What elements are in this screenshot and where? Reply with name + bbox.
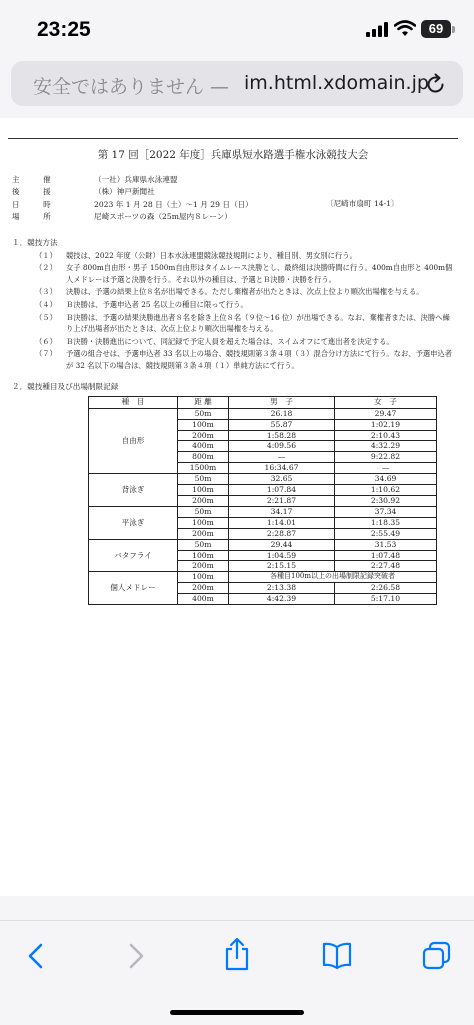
distance-cell: 200m [178, 583, 229, 594]
book-icon[interactable] [321, 941, 353, 969]
distance-cell: 50m [178, 506, 229, 517]
women-time-cell: 37.34 [335, 506, 437, 517]
men-time-cell: 16:34.67 [229, 463, 335, 474]
event-name-cell: 背泳ぎ [89, 474, 178, 507]
women-time-cell: 34.69 [335, 474, 437, 485]
col-header-distance: 距 離 [178, 396, 229, 408]
tabs-icon[interactable] [422, 941, 452, 971]
rule-item: （１） 競技は、2022 年度（公財）日本水泳連盟競泳競技規則により、種目別、男女別に行う。 [35, 250, 357, 260]
men-time-cell: 1:58.28 [229, 430, 335, 441]
women-time-cell: 31.53 [335, 539, 437, 550]
men-time-cell: 26.18 [229, 408, 335, 419]
event-info [8, 174, 458, 223]
women-time-cell: 2:30.92 [335, 495, 437, 506]
table-body [89, 408, 437, 604]
url-host: im.html.xdomain.jp [244, 72, 429, 94]
distance-cell: 200m [178, 430, 229, 441]
rule-item: （２） 女子 800m自由形・男子 1500m自由形はタイムレース決勝とし、最終組は決勝時間に行う。400m自由形と 400m個人メドレーは予選と決勝を行う。それ以外の種目は、予選とＢ決勝・決勝を行う。 [35, 263, 453, 284]
men-time-cell: 55.87 [229, 419, 335, 430]
men-time-cell: 1:07.84 [229, 485, 335, 496]
rule-item: （６） Ｂ決勝・決勝進出について、同記録で予定人員を超えた場合は、スイムオフにて進出者を決定する。 [35, 336, 394, 346]
url-security-warning: 安全ではありません — [33, 76, 230, 98]
battery-icon: 69 [421, 20, 451, 38]
table-row [89, 506, 437, 517]
web-page-content [0, 118, 474, 896]
event-name-cell: 平泳ぎ [89, 506, 178, 539]
event-name-cell: バタフライ [89, 539, 178, 572]
distance-cell: 400m [178, 441, 229, 452]
document [8, 138, 458, 605]
reload-icon[interactable] [426, 73, 446, 95]
women-time-cell: 29.47 [335, 408, 437, 419]
section-heading: ２．競技種目及び出場制限記録 [12, 381, 119, 391]
women-time-cell: 9:22.82 [335, 452, 437, 463]
distance-cell: 100m [178, 485, 229, 496]
table-header-row [89, 396, 437, 408]
wifi-icon [394, 20, 416, 37]
col-header-event: 種 目 [89, 396, 178, 408]
table-row [89, 572, 437, 583]
women-time-cell: 2:10.43 [335, 430, 437, 441]
table-row [89, 474, 437, 485]
back-icon[interactable] [25, 941, 47, 971]
col-header-women: 女 子 [335, 396, 437, 408]
men-time-cell: 1:04.59 [229, 550, 335, 561]
battery-tip [452, 26, 455, 33]
info-row: 主 催 （一社）兵庫県水泳連盟 [12, 175, 178, 184]
distance-cell: 200m [178, 495, 229, 506]
col-header-men: 男 子 [229, 396, 335, 408]
status-time: 23:25 [37, 18, 91, 41]
men-time-cell: 29.44 [229, 539, 335, 550]
men-time-cell: 2:15.15 [229, 561, 335, 572]
women-time-cell: 1:02.19 [335, 419, 437, 430]
event-name-cell: 個人メドレー [89, 572, 178, 605]
women-time-cell: 1:18.35 [335, 517, 437, 528]
table-row [89, 408, 437, 419]
combined-note-cell: 各種目100m以上の出場制限記録突破者 [229, 572, 437, 583]
rule-item: （４） Ｂ決勝は、予選申込者 25 名以上の種目に限って行う。 [35, 300, 248, 309]
women-time-cell: 2:55.49 [335, 528, 437, 539]
distance-cell: 100m [178, 419, 229, 430]
info-row: 後 援 （株）神戸新聞社 [12, 187, 155, 197]
top-rule [8, 138, 458, 139]
info-row: 場 所 尼崎スポーツの森（25m屋内８レーン） [12, 211, 232, 221]
cellular-signal-icon [366, 22, 388, 37]
women-time-cell: 5:17.10 [335, 594, 437, 605]
venue-address: 〔尼崎市扇町 14-1〕 [326, 199, 399, 208]
rule-item: （５） Ｂ決勝は、予選の結果決勝進出者８名を除き上位８名（９位～16 位）が出場できる。なお、棄権者または、決勝へ繰り上げ出場者が出たときは、次点上位より順次出場権を与える。 [35, 312, 450, 333]
distance-cell: 200m [178, 528, 229, 539]
distance-cell: 100m [178, 572, 229, 583]
info-row: 日 時 2023 年 1 月 28 日（土）～1 月 29 日（日） [12, 199, 253, 209]
men-time-cell: — [229, 452, 335, 463]
men-time-cell: 32.65 [229, 474, 335, 485]
distance-cell: 1500m [178, 463, 229, 474]
women-time-cell: 4:32.29 [335, 441, 437, 452]
distance-cell: 50m [178, 474, 229, 485]
rule-item: （７） 予選の組合せは、予選申込者 33 名以上の場合、競技規則第３条４項（３）混合分け方法にて行う。なお、予選申込者が 32 名以下の場合は、競技規則第３条４項（１）単純方法にて行う。 [35, 349, 453, 370]
address-bar[interactable] [11, 61, 463, 106]
men-time-cell: 2:21.87 [229, 495, 335, 506]
women-time-cell: 2:27.48 [335, 561, 437, 572]
status-bar [0, 0, 474, 58]
distance-cell: 400m [178, 594, 229, 605]
women-time-cell: — [335, 463, 437, 474]
men-time-cell: 4:09.56 [229, 441, 335, 452]
distance-cell: 100m [178, 550, 229, 561]
share-icon[interactable] [222, 937, 252, 971]
event-name-cell: 自由形 [89, 408, 178, 473]
men-time-cell: 1:14.01 [229, 517, 335, 528]
home-indicator [170, 1010, 304, 1015]
table-row [89, 539, 437, 550]
rule-item: （３） 決勝は、予選の結果上位８名が出場できる。ただし棄権者が出たときは、次点上位より順次出場権を与える。 [35, 287, 424, 297]
forward-icon[interactable] [125, 941, 147, 971]
distance-cell: 100m [178, 517, 229, 528]
distance-cell: 50m [178, 408, 229, 419]
men-time-cell: 2:13.38 [229, 583, 335, 594]
qualifying-times-table [88, 396, 437, 605]
women-time-cell: 1:10.62 [335, 485, 437, 496]
section-heading: １．競技方法 [12, 238, 58, 248]
women-time-cell: 2:26.58 [335, 583, 437, 594]
men-time-cell: 4:42.39 [229, 594, 335, 605]
men-time-cell: 34.17 [229, 506, 335, 517]
page-title: 第 17 回［2022 年度］兵庫県短水路選手権水泳競技大会 [97, 149, 369, 161]
women-time-cell: 1:07.48 [335, 550, 437, 561]
men-time-cell: 2:28.87 [229, 528, 335, 539]
distance-cell: 50m [178, 539, 229, 550]
distance-cell: 800m [178, 452, 229, 463]
distance-cell: 200m [178, 561, 229, 572]
